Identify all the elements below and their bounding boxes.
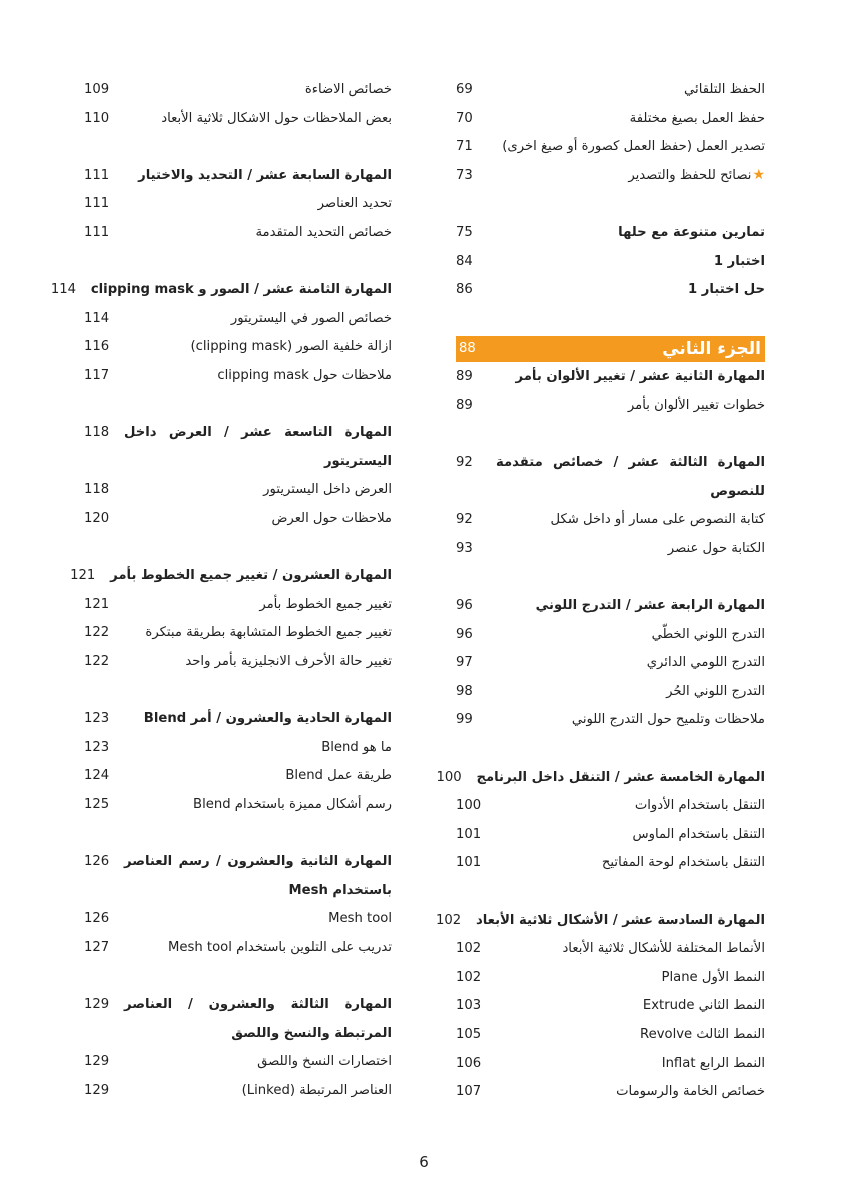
toc-page-number: 118: [84, 425, 110, 441]
toc-page-number: 96: [456, 626, 473, 642]
toc-entry: بعض الملاحظات حول الاشكال ثلاثية الأبعاد 110: [84, 105, 392, 134]
toc-page-number: 93: [456, 540, 473, 556]
toc-entry: طريقة عمل Blend 124: [84, 762, 392, 791]
toc-page-number: 126: [84, 854, 110, 870]
part-two-banner: الجزء الثاني 88: [456, 336, 765, 362]
toc-page-number: 129: [84, 1054, 110, 1070]
toc-entry: تدريب على التلوين باستخدام Mesh tool 127: [84, 934, 392, 963]
toc-section-heading: المهارة التاسعة عشر / العرض داخل اليستريتور 118: [84, 419, 392, 476]
toc-section-heading: المهارة الثانية عشر / تغيير الألوان بأمر 89: [456, 363, 765, 392]
toc-page-number: 70: [456, 110, 473, 126]
toc-right-column: [435, 76, 765, 1107]
toc-page-number: 84: [456, 253, 473, 269]
toc-section-heading: المهارة الثانية والعشرون / رسم العناصر باستخدام Mesh 126: [84, 848, 392, 905]
toc-entry: التنقل باستخدام الماوس 101: [456, 821, 765, 850]
toc-entry: ملاحظات وتلميح حول التدرج اللوني 99: [456, 706, 765, 735]
toc-entry: النمط الثاني Extrude 103: [456, 992, 765, 1021]
toc-entry: ★نصائح للحفظ والتصدير 73: [456, 162, 765, 191]
toc-page-number: 125: [84, 796, 110, 812]
toc-page-number: 71: [456, 139, 473, 155]
toc-entry: خطوات تغيير الألوان بأمر 89: [456, 392, 765, 421]
toc-page-number: 102: [456, 941, 482, 957]
toc-entry: تغيير جميع الخطوط المتشابهة بطريقة مبتكرة 122: [84, 619, 392, 648]
toc-page-number: 111: [84, 224, 110, 240]
toc-page-number: 111: [84, 167, 110, 183]
toc-entry: خصائص الصور في اليستريتور 114: [84, 305, 392, 334]
toc-entry: خصائص الاضاءة 109: [84, 76, 392, 105]
page-number: 6: [419, 1153, 429, 1171]
toc-page-number: 117: [84, 367, 110, 383]
toc-page-number: 116: [84, 339, 110, 355]
toc-page-number: 99: [456, 712, 473, 728]
toc-page-number: 123: [84, 711, 110, 727]
toc-page-number: 101: [456, 855, 482, 871]
toc-page-number: 69: [456, 82, 473, 97]
toc-page-number: 127: [84, 939, 110, 955]
toc-section-heading: المهارة السابعة عشر / التحديد والاختيار 111: [84, 162, 392, 191]
toc-section-heading: حل اختبار 1 86: [456, 276, 765, 305]
toc-page-number: 121: [84, 596, 110, 612]
toc-entry: تصدير العمل (حفظ العمل كصورة أو صيغ اخرى) 71: [456, 133, 765, 162]
toc-page-number: 114: [50, 282, 77, 298]
toc-entry: الأنماط المختلفة للأشكال ثلاثية الأبعاد 102: [456, 935, 765, 964]
toc-page-number: 102: [456, 969, 482, 985]
toc-page-number: 105: [456, 1027, 482, 1042]
toc-page-number: 102: [435, 912, 462, 928]
toc-entry: خصائص الخامة والرسومات 107: [456, 1078, 765, 1107]
toc-page-number: 107: [456, 1084, 482, 1100]
toc-page-number: 123: [84, 739, 110, 755]
toc-page-number: 98: [456, 683, 473, 699]
toc-section-heading: اختبار 1 84: [456, 248, 765, 277]
toc-page-number: 129: [84, 997, 110, 1012]
toc-page-number: 109: [84, 82, 110, 97]
toc-entry: ملاحظات حول العرض 120: [84, 505, 392, 534]
toc-entry: Mesh tool 126: [84, 905, 392, 934]
toc-entry: حفظ العمل بصيغ مختلفة 70: [456, 105, 765, 134]
toc-page-number: 106: [456, 1055, 482, 1071]
toc-section-heading: المهارة الثامنة عشر / الصور و clipping mask 114: [84, 276, 392, 305]
toc-entry: النمط الرابع Inflat 106: [456, 1050, 765, 1079]
toc-page-number: 97: [456, 655, 473, 671]
toc-page-number: 75: [456, 224, 473, 240]
toc-page-number: 110: [84, 110, 110, 126]
toc-page-number: 101: [456, 826, 482, 842]
star-icon: ★: [752, 167, 765, 184]
toc-entry: تحديد العناصر 111: [84, 190, 392, 219]
toc-entry: الحفظ التلقائي 69: [456, 76, 765, 105]
toc-page-number: 124: [84, 768, 110, 784]
toc-page-number: 126: [84, 911, 110, 927]
toc-left-column: [50, 76, 392, 1105]
toc-entry: التدرج اللوني الخطّي 96: [456, 621, 765, 650]
toc-section-heading: المهارة الثالثة والعشرون / العناصر المرتبطة والنسخ واللصق 129: [84, 991, 392, 1048]
toc-entry: خصائص التحديد المتقدمة 111: [84, 219, 392, 248]
toc-page-number: 100: [436, 769, 462, 785]
toc-entry: التدرج اللوني الحُر 98: [456, 678, 765, 707]
toc-page-number: 121: [70, 568, 96, 584]
toc-entry: ما هو Blend 123: [84, 734, 392, 763]
toc-page-number: 86: [456, 282, 473, 298]
toc-entry: كتابة النصوص على مسار أو داخل شكل 92: [456, 506, 765, 535]
toc-section-heading: تمارين متنوعة مع حلها 75: [456, 219, 765, 248]
toc-page-number: 89: [456, 369, 473, 385]
toc-entry: تغيير حالة الأحرف الانجليزية بأمر واحد 122: [84, 648, 392, 677]
toc-page-number: 129: [84, 1082, 110, 1098]
toc-section-heading: المهارة الحادية والعشرون / أمر Blend 123: [84, 705, 392, 734]
toc-section-heading: المهارة الرابعة عشر / التدرج اللوني 96: [456, 592, 765, 621]
toc-entry: الكتابة حول عنصر 93: [456, 535, 765, 564]
toc-entry: العناصر المرتبطة (Linked) 129: [84, 1077, 392, 1106]
toc-section-heading: المهارة العشرون / تغيير جميع الخطوط بأمر 121: [84, 562, 392, 591]
toc-page-number: 122: [84, 625, 110, 641]
toc-page-number: 92: [456, 455, 473, 471]
toc-entry: التدرج اللومي الدائري 97: [456, 649, 765, 678]
toc-entry: النمط الأول Plane 102: [456, 964, 765, 993]
toc-entry: اختصارات النسخ واللصق 129: [84, 1048, 392, 1077]
toc-page-number: 118: [84, 482, 110, 498]
toc-page-number: 88: [459, 340, 476, 356]
toc-page-number: 100: [456, 798, 482, 814]
toc-page-number: 103: [456, 998, 482, 1014]
toc-entry: التنقل باستخدام لوحة المفاتيح 101: [456, 849, 765, 878]
toc-entry: تغيير جميع الخطوط بأمر 121: [84, 591, 392, 620]
toc-entry: ازالة خلفية الصور (clipping mask) 116: [84, 333, 392, 362]
toc-entry: رسم أشكال مميزة باستخدام Blend 125: [84, 791, 392, 820]
toc-page-number: 111: [84, 196, 110, 212]
toc-page-number: 89: [456, 397, 473, 413]
toc-section-heading: المهارة الثالثة عشر / خصائص متقدمة للنصوص 92: [456, 449, 765, 506]
toc-page-number: 73: [456, 167, 473, 183]
toc-entry: ملاحظات حول clipping mask 117: [84, 362, 392, 391]
toc-section-heading: المهارة الخامسة عشر / التنقل داخل البرنامج 100: [456, 764, 765, 793]
toc-page-number: 120: [84, 510, 110, 526]
toc-entry: النمط الثالث Revolve 105: [456, 1021, 765, 1050]
toc-page-number: 92: [456, 512, 473, 528]
toc-page-number: 122: [84, 653, 110, 669]
toc-page-number: 114: [84, 310, 110, 326]
toc-entry: العرض داخل اليستريتور 118: [84, 476, 392, 505]
toc-section-heading: المهارة السادسة عشر / الأشكال ثلاثية الأبعاد 102: [456, 907, 765, 936]
toc-page-number: 96: [456, 598, 473, 614]
toc-entry: التنقل باستخدام الأدوات 100: [456, 792, 765, 821]
